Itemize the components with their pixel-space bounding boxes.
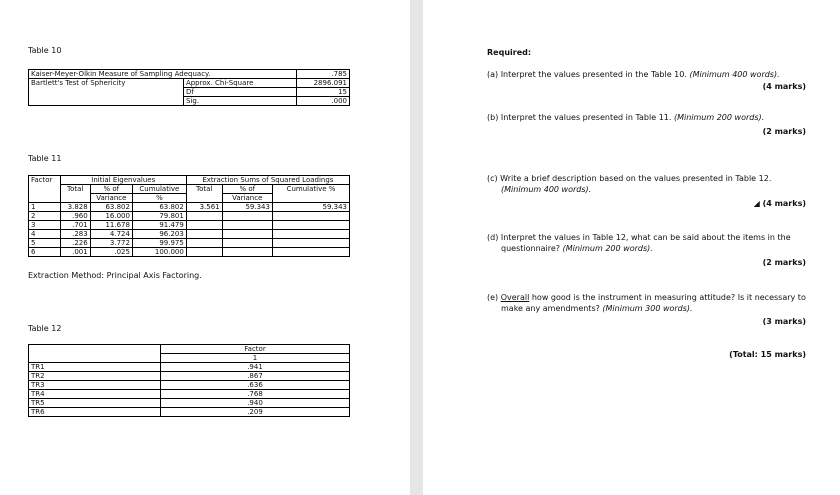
table-row	[29, 248, 350, 257]
loading-cell: .867	[161, 372, 350, 381]
etotal-cell: 3.561	[186, 203, 222, 212]
pct2-header-2: Variance	[222, 194, 272, 203]
ecum-cell	[272, 230, 349, 239]
question-b-marks: (2 marks)	[762, 127, 806, 136]
loading-cell: .768	[161, 390, 350, 399]
table12-title: Table 12	[28, 324, 62, 333]
question-d-text2: questionnaire?	[501, 244, 561, 253]
table12-factor-header: Factor	[161, 345, 350, 354]
initial-header: Initial Eigenvalues	[60, 176, 186, 185]
table10	[28, 69, 350, 106]
cum-cell: 99.975	[132, 239, 186, 248]
question-b	[487, 112, 764, 123]
table-row	[29, 212, 350, 221]
right-page	[423, 0, 840, 495]
question-c	[487, 173, 771, 195]
kmo-value: .785	[297, 70, 350, 79]
question-e	[487, 292, 806, 314]
question-a-text: (a) Interpret the values presented in the Table 10.	[487, 70, 687, 79]
question-b-note: (Minimum 200 words).	[673, 113, 765, 122]
factor-cell: 1	[29, 203, 61, 212]
loading-cell: .941	[161, 363, 350, 372]
item-cell: TR4	[29, 390, 161, 399]
total-header-2: Total	[186, 185, 222, 203]
table-row	[29, 230, 350, 239]
ecum-cell: 59.343	[272, 203, 349, 212]
total-cell: .001	[60, 248, 90, 257]
etotal-cell	[186, 239, 222, 248]
pct-cell: 4.724	[90, 230, 132, 239]
question-c-note: (Minimum 400 words).	[501, 185, 592, 194]
total-cell: .283	[60, 230, 90, 239]
question-e-text2: make any amendments?	[501, 304, 600, 313]
required-heading: Required:	[487, 48, 532, 57]
pct-cell: 16.000	[90, 212, 132, 221]
epct-cell: 59.343	[222, 203, 272, 212]
item-cell: TR5	[29, 399, 161, 408]
loading-cell: .209	[161, 408, 350, 417]
table11	[28, 175, 350, 257]
table10-title: Table 10	[28, 46, 62, 55]
table-row	[29, 372, 350, 381]
etotal-cell	[186, 230, 222, 239]
cum-cell: 100.000	[132, 248, 186, 257]
table11-title: Table 11	[28, 154, 62, 163]
extraction-header: Extraction Sums of Squared Loadings	[186, 176, 349, 185]
table12-blank-header	[29, 345, 161, 363]
factor-cell: 6	[29, 248, 61, 257]
total-header: Total	[60, 185, 90, 203]
epct-cell	[222, 212, 272, 221]
ecum-cell	[272, 221, 349, 230]
df-value: 15	[297, 88, 350, 97]
epct-cell	[222, 248, 272, 257]
factor-cell: 2	[29, 212, 61, 221]
etotal-cell	[186, 212, 222, 221]
question-c-marks: (4 marks)	[762, 199, 806, 208]
page-gutter	[410, 0, 423, 495]
question-e-marks: (3 marks)	[762, 317, 806, 326]
table-row	[29, 381, 350, 390]
epct-cell	[222, 221, 272, 230]
table11-footnote: Extraction Method: Principal Axis Factoring.	[28, 271, 202, 280]
total-cell: .226	[60, 239, 90, 248]
approx-value: 2896.091	[297, 79, 350, 88]
item-cell: TR3	[29, 381, 161, 390]
left-page	[0, 0, 410, 495]
table-row	[29, 390, 350, 399]
question-e-text: how good is the instrument in measuring attitude? Is it necessary to	[531, 293, 806, 302]
ecum-cell	[272, 248, 349, 257]
question-a	[487, 69, 780, 80]
cum-cell: 63.802	[132, 203, 186, 212]
question-b-text: (b) Interpret the values presented in Table 11.	[487, 113, 672, 122]
table12	[28, 344, 350, 417]
table-row	[29, 408, 350, 417]
loading-cell: .940	[161, 399, 350, 408]
question-d-marks: (2 marks)	[762, 258, 806, 267]
table-row	[29, 399, 350, 408]
approx-label: Approx. Chi-Square	[183, 79, 296, 88]
factor-cell: 3	[29, 221, 61, 230]
question-e-note: (Minimum 300 words).	[602, 304, 693, 313]
question-d-text: (d) Interpret the values in Table 12, what can be said about the items in the	[487, 233, 791, 242]
question-d-note: (Minimum 200 words).	[562, 244, 653, 253]
pct-header-2: Variance	[90, 194, 132, 203]
total-cell: 3.828	[60, 203, 90, 212]
question-e-underlined: Overall	[500, 293, 530, 302]
table-row	[29, 239, 350, 248]
epct-cell	[222, 239, 272, 248]
sig-label: Sig.	[183, 97, 296, 106]
question-c-text: (c) Write a brief description based on the values presented in Table 12.	[487, 174, 772, 183]
etotal-cell	[186, 248, 222, 257]
cum-header-1: Cumulative	[132, 185, 186, 194]
factor-cell: 5	[29, 239, 61, 248]
triangle-marker-icon: ◢	[753, 199, 760, 208]
cum-cell: 96.203	[132, 230, 186, 239]
item-cell: TR6	[29, 408, 161, 417]
loading-cell: .636	[161, 381, 350, 390]
question-c-marks-wrap	[754, 199, 806, 208]
etotal-cell	[186, 221, 222, 230]
sig-value: .000	[297, 97, 350, 106]
pct-cell: 63.802	[90, 203, 132, 212]
table-row	[29, 363, 350, 372]
total-cell: .960	[60, 212, 90, 221]
item-cell: TR2	[29, 372, 161, 381]
pct-header-1: % of	[90, 185, 132, 194]
question-a-note: (Minimum 400 words).	[689, 70, 780, 79]
total-cell: .701	[60, 221, 90, 230]
total-marks: (Total: 15 marks)	[729, 350, 806, 359]
ecum-cell	[272, 212, 349, 221]
kmo-label: Kaiser-Meyer-Olkin Measure of Sampling Adequacy.	[29, 70, 297, 79]
pct-cell: .025	[90, 248, 132, 257]
epct-cell	[222, 230, 272, 239]
pct2-header-1: % of	[222, 185, 272, 194]
cum2-header: Cumulative %	[272, 185, 349, 203]
factor-header: Factor	[29, 176, 61, 203]
cum-cell: 91.479	[132, 221, 186, 230]
df-label: Df	[183, 88, 296, 97]
cum-header-2: %	[132, 194, 186, 203]
bartlett-label: Bartlett's Test of Sphericity	[29, 79, 184, 106]
table-row	[29, 221, 350, 230]
question-e-prefix: (e)	[487, 293, 499, 302]
table12-factor-number: 1	[161, 354, 350, 363]
ecum-cell	[272, 239, 349, 248]
factor-cell: 4	[29, 230, 61, 239]
question-d	[487, 232, 791, 254]
cum-cell: 79.801	[132, 212, 186, 221]
pct-cell: 3.772	[90, 239, 132, 248]
question-a-marks: (4 marks)	[762, 82, 806, 91]
item-cell: TR1	[29, 363, 161, 372]
pct-cell: 11.678	[90, 221, 132, 230]
table-row	[29, 203, 350, 212]
